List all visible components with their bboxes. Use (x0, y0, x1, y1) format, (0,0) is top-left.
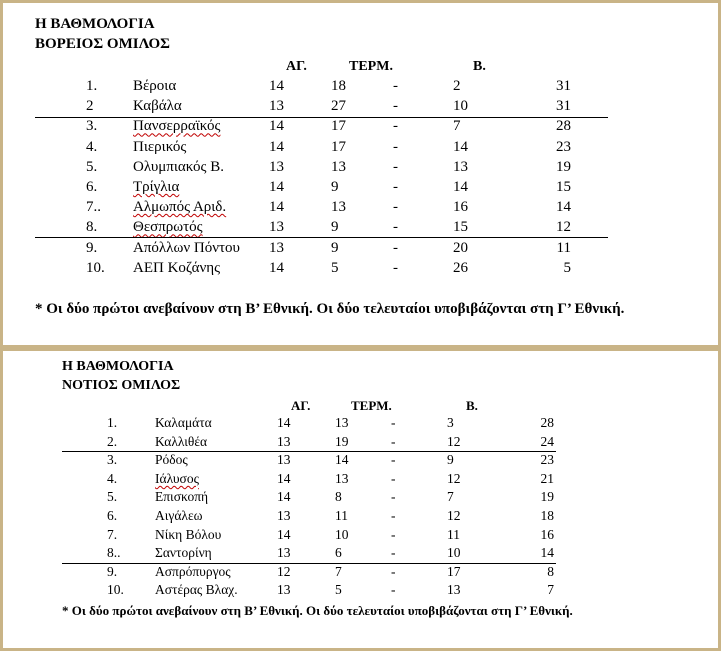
games-played-cell: 14 (277, 415, 291, 430)
north-header-goals: ΤΕΡΜ. (349, 59, 393, 74)
goals-separator: - (393, 239, 398, 256)
position-cell: 1. (107, 415, 118, 430)
games-played-cell: 13 (277, 508, 291, 523)
position-cell: 8. (86, 219, 98, 236)
goals-for-cell: 19 (335, 433, 349, 449)
goals-separator: - (391, 415, 396, 430)
goals-for-cell: 11 (335, 508, 348, 523)
games-played-cell: 13 (277, 452, 291, 468)
goals-separator: - (393, 98, 398, 115)
goals-against-cell: 16 (453, 199, 468, 216)
team-name-cell: Αλμωπός Αριδ. (133, 199, 227, 216)
goals-against-cell: 14 (453, 138, 468, 155)
goals-for-cell: 5 (331, 259, 339, 276)
goals-separator: - (393, 219, 398, 236)
points-cell: 24 (540, 433, 554, 449)
team-name-cell: Πιερικός (133, 138, 187, 155)
goals-against-cell: 20 (453, 239, 468, 256)
points-cell: 12 (556, 219, 571, 236)
team-name-cell: Αστέρας Βλαχ. (155, 582, 238, 598)
games-played-cell: 14 (269, 259, 284, 276)
position-cell: 9. (107, 563, 118, 579)
position-cell: 5. (86, 158, 98, 175)
goals-separator: - (391, 563, 396, 579)
goals-separator: - (391, 545, 396, 561)
position-cell: 4. (86, 138, 98, 155)
goals-for-cell: 9 (331, 219, 339, 236)
goals-against-cell: 17 (447, 563, 461, 579)
team-name-cell: Καλλιθέα (155, 433, 208, 449)
games-played-cell: 13 (269, 158, 284, 175)
team-name-cell: Καβάλα (133, 98, 182, 115)
points-cell: 21 (540, 470, 554, 486)
south-promotion-line (62, 451, 556, 452)
position-cell: 6. (107, 508, 118, 523)
points-cell: 5 (563, 259, 571, 276)
games-played-cell: 14 (277, 526, 291, 542)
north-relegation-line (35, 237, 608, 238)
goals-separator: - (391, 433, 396, 449)
points-cell: 16 (540, 526, 554, 542)
goals-separator: - (393, 158, 398, 175)
table-row (0, 415, 721, 435)
goals-for-cell: 17 (331, 138, 346, 155)
goals-against-cell: 13 (453, 158, 468, 175)
table-row (0, 452, 721, 472)
goals-against-cell: 3 (447, 415, 454, 430)
position-cell: 1. (86, 78, 98, 94)
table-row (0, 471, 721, 491)
team-name-cell: Απόλλων Πόντου (133, 239, 240, 256)
points-cell: 28 (556, 118, 571, 135)
team-name-cell: Θεσπρωτός (133, 219, 203, 236)
games-played-cell: 13 (269, 239, 284, 256)
table-row (0, 527, 721, 547)
goals-for-cell: 8 (335, 489, 342, 505)
goals-separator: - (391, 508, 396, 523)
points-cell: 28 (540, 415, 554, 430)
team-name-cell: ΑΕΠ Κοζάνης (133, 259, 221, 276)
games-played-cell: 14 (277, 470, 291, 486)
games-played-cell: 13 (277, 433, 291, 449)
team-name-cell: Καλαμάτα (155, 415, 212, 430)
north-footnote: * Οι δύο πρώτοι ανεβαίνουν στη Β’ Εθνική. Οι δύο τελευταίοι υποβιβάζονται στη Γ’ Εθνική. (35, 301, 625, 317)
table-row (0, 139, 721, 159)
team-name-cell: Σαντορίνη (155, 545, 212, 561)
table-row (0, 240, 721, 260)
goals-separator: - (391, 489, 396, 505)
south-relegation-line (62, 563, 556, 564)
team-name-cell: Ιάλυσος (155, 470, 199, 486)
points-cell: 31 (556, 78, 571, 94)
team-name-cell: Αιγάλεω (155, 508, 203, 523)
goals-for-cell: 27 (331, 98, 346, 115)
goals-against-cell: 7 (453, 118, 461, 135)
table-row (0, 98, 721, 118)
south-footnote: * Οι δύο πρώτοι ανεβαίνουν στη Β’ Εθνική. Οι δύο τελευταίοι υποβιβάζονται στη Γ’ Εθνική. (62, 603, 573, 618)
position-cell: 7.. (86, 199, 101, 216)
south-header-games: ΑΓ. (291, 398, 311, 413)
goals-against-cell: 26 (453, 259, 468, 276)
goals-against-cell: 2 (453, 78, 461, 94)
goals-separator: - (393, 199, 398, 216)
goals-separator: - (391, 452, 396, 468)
position-cell: 4. (107, 470, 118, 486)
goals-for-cell: 6 (335, 545, 342, 561)
goals-against-cell: 15 (453, 219, 468, 236)
goals-for-cell: 9 (331, 239, 339, 256)
goals-against-cell: 9 (447, 452, 454, 468)
team-name-cell: Βέροια (133, 78, 177, 94)
points-cell: 15 (556, 179, 571, 195)
position-cell: 7. (107, 526, 118, 542)
table-row (0, 489, 721, 509)
team-name-cell: Τρίγλια (133, 179, 180, 195)
north-subtitle: ΒΟΡΕΙΟΣ ΟΜΙΛΟΣ (35, 36, 170, 52)
points-cell: 7 (547, 582, 554, 598)
goals-for-cell: 13 (335, 470, 349, 486)
table-row (0, 260, 721, 280)
goals-for-cell: 5 (335, 582, 342, 598)
goals-against-cell: 12 (447, 508, 461, 523)
position-cell: 2. (107, 433, 118, 449)
goals-separator: - (391, 526, 396, 542)
games-played-cell: 14 (269, 118, 284, 135)
goals-against-cell: 12 (447, 470, 461, 486)
games-played-cell: 14 (269, 179, 284, 195)
goals-for-cell: 7 (335, 563, 342, 579)
goals-separator: - (393, 78, 398, 94)
goals-against-cell: 10 (453, 98, 468, 115)
points-cell: 14 (556, 199, 571, 216)
north-promotion-line (35, 117, 608, 118)
goals-for-cell: 14 (335, 452, 349, 468)
south-header-goals: ΤΕΡΜ. (351, 398, 392, 413)
goals-against-cell: 11 (447, 526, 460, 542)
goals-for-cell: 17 (331, 118, 346, 135)
goals-separator: - (391, 470, 396, 486)
games-played-cell: 13 (269, 219, 284, 236)
games-played-cell: 14 (269, 199, 284, 216)
position-cell: 3. (86, 118, 98, 135)
table-row (0, 582, 721, 602)
goals-for-cell: 13 (331, 199, 346, 216)
north-title: Η ΒΑΘΜΟΛΟΓΙΑ (35, 16, 155, 32)
table-row (0, 179, 721, 199)
position-cell: 9. (86, 239, 98, 256)
goals-against-cell: 7 (447, 489, 454, 505)
team-name-cell: Επισκοπή (155, 489, 209, 505)
games-played-cell: 13 (277, 545, 291, 561)
south-header-points: Β. (466, 398, 478, 413)
position-cell: 3. (107, 452, 118, 468)
team-name-cell: Ασπρόπυργος (155, 563, 231, 579)
position-cell: 2 (86, 98, 94, 115)
goals-for-cell: 18 (331, 78, 346, 94)
goals-separator: - (393, 259, 398, 276)
goals-against-cell: 12 (447, 433, 461, 449)
points-cell: 19 (540, 489, 554, 505)
goals-for-cell: 9 (331, 179, 339, 195)
goals-separator: - (393, 179, 398, 195)
table-row (0, 199, 721, 219)
position-cell: 6. (86, 179, 98, 195)
table-row (0, 159, 721, 179)
points-cell: 18 (540, 508, 554, 523)
goals-against-cell: 13 (447, 582, 461, 598)
points-cell: 11 (556, 239, 571, 256)
points-cell: 19 (556, 158, 571, 175)
goals-separator: - (393, 138, 398, 155)
table-row (0, 508, 721, 528)
south-subtitle: ΝΟΤΙΟΣ ΟΜΙΛΟΣ (62, 378, 181, 393)
south-title: Η ΒΑΘΜΟΛΟΓΙΑ (62, 359, 174, 374)
position-cell: 10. (107, 582, 124, 598)
team-name-cell: Ολυμπιακός Β. (133, 158, 224, 175)
games-played-cell: 13 (277, 582, 291, 598)
north-header-points: Β. (473, 59, 486, 74)
games-played-cell: 14 (269, 138, 284, 155)
points-cell: 23 (556, 138, 571, 155)
points-cell: 31 (556, 98, 571, 115)
goals-against-cell: 14 (453, 179, 468, 195)
points-cell: 23 (540, 452, 554, 468)
team-name-cell: Πανσερραϊκός (133, 118, 221, 135)
goals-against-cell: 10 (447, 545, 461, 561)
games-played-cell: 14 (269, 78, 284, 94)
team-name-cell: Ρόδος (155, 452, 188, 468)
games-played-cell: 14 (277, 489, 291, 505)
goals-for-cell: 13 (335, 415, 349, 430)
position-cell: 5. (107, 489, 118, 505)
goals-for-cell: 13 (331, 158, 346, 175)
points-cell: 8 (547, 563, 554, 579)
games-played-cell: 13 (269, 98, 284, 115)
table-row (0, 118, 721, 138)
position-cell: 8.. (107, 545, 121, 561)
goals-separator: - (391, 582, 396, 598)
points-cell: 14 (540, 545, 554, 561)
team-name-cell: Νίκη Βόλου (155, 526, 222, 542)
table-row (0, 78, 721, 98)
table-row (0, 564, 721, 584)
north-header-games: ΑΓ. (286, 59, 307, 74)
position-cell: 10. (86, 259, 105, 276)
games-played-cell: 12 (277, 563, 291, 579)
goals-for-cell: 10 (335, 526, 349, 542)
goals-separator: - (393, 118, 398, 135)
